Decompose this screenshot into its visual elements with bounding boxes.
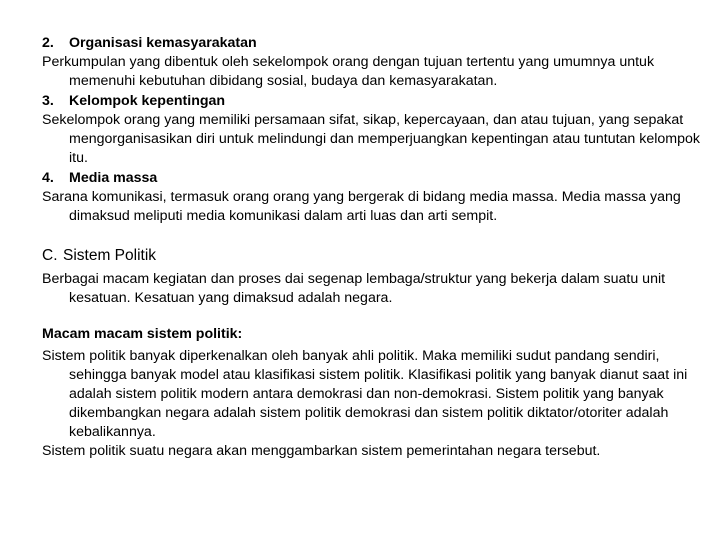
paragraph-macam-sistem-politik: Sistem politik banyak diperkenalkan oleh banyak ahli politik. Maka memiliki sudut pandang sendiri, sehingga banyak model atau klasifikasi sistem politik. Klasifikasi politik yang banyak dianut saat ini adalah sistem politik modern antara demokrasi dan non-demokrasi. Sistem politik yang banyak dikembangkan negara adalah sistem politik demokrasi dan sistem politik diktator/otoriter adalah kebalikannya. <box>42 348 688 440</box>
heading-number: 2. <box>42 35 54 51</box>
section-number: C. <box>42 247 58 264</box>
section-title: Sistem Politik <box>63 247 157 264</box>
heading-number: 3. <box>42 93 54 109</box>
heading-title: Organisasi kemasyarakatan <box>69 35 257 51</box>
paragraph-media-massa: Sarana komunikasi, termasuk orang orang yang bergerak di bidang media massa. Media massa yang dimaksud meliputi media komunikasi dalam arti luas dan arti sempit. <box>42 189 681 224</box>
subheading-macam-sistem-politik: Macam macam sistem politik: <box>42 326 243 342</box>
section-heading-sistem-politik <box>42 245 700 267</box>
paragraph-sistem-politik: Berbagai macam kegiatan dan proses dai segenap lembaga/struktur yang bekerja dalam suatu unit kesatuan. Kesatuan yang dimaksud adalah negara. <box>42 271 666 306</box>
paragraph-sistem-politik-negara: Sistem politik suatu negara akan menggambarkan sistem pemerintahan negara tersebut. <box>42 443 601 459</box>
heading-title: Media massa <box>69 170 158 186</box>
paragraph-organisasi-kemasyarakatan: Perkumpulan yang dibentuk oleh sekelompok orang dengan tujuan tertentu yang umumnya untuk memenuhi kebutuhan dibidang sosial, budaya dan kemasyarakatan. <box>42 54 655 89</box>
paragraph-kelompok-kepentingan: Sekelompok orang yang memiliki persamaan sifat, sikap, kepercayaan, dan atau tujuan, yang sepakat mengorganisasikan diri untuk melindungi dan memperjuangkan kepentingan atau tuntutan kelompok itu. <box>42 112 700 166</box>
heading-organisasi-kemasyarakatan <box>42 33 700 53</box>
heading-media-massa <box>42 168 700 188</box>
heading-title: Kelompok kepentingan <box>69 93 226 109</box>
heading-kelompok-kepentingan <box>42 91 700 111</box>
heading-number: 4. <box>42 170 54 186</box>
